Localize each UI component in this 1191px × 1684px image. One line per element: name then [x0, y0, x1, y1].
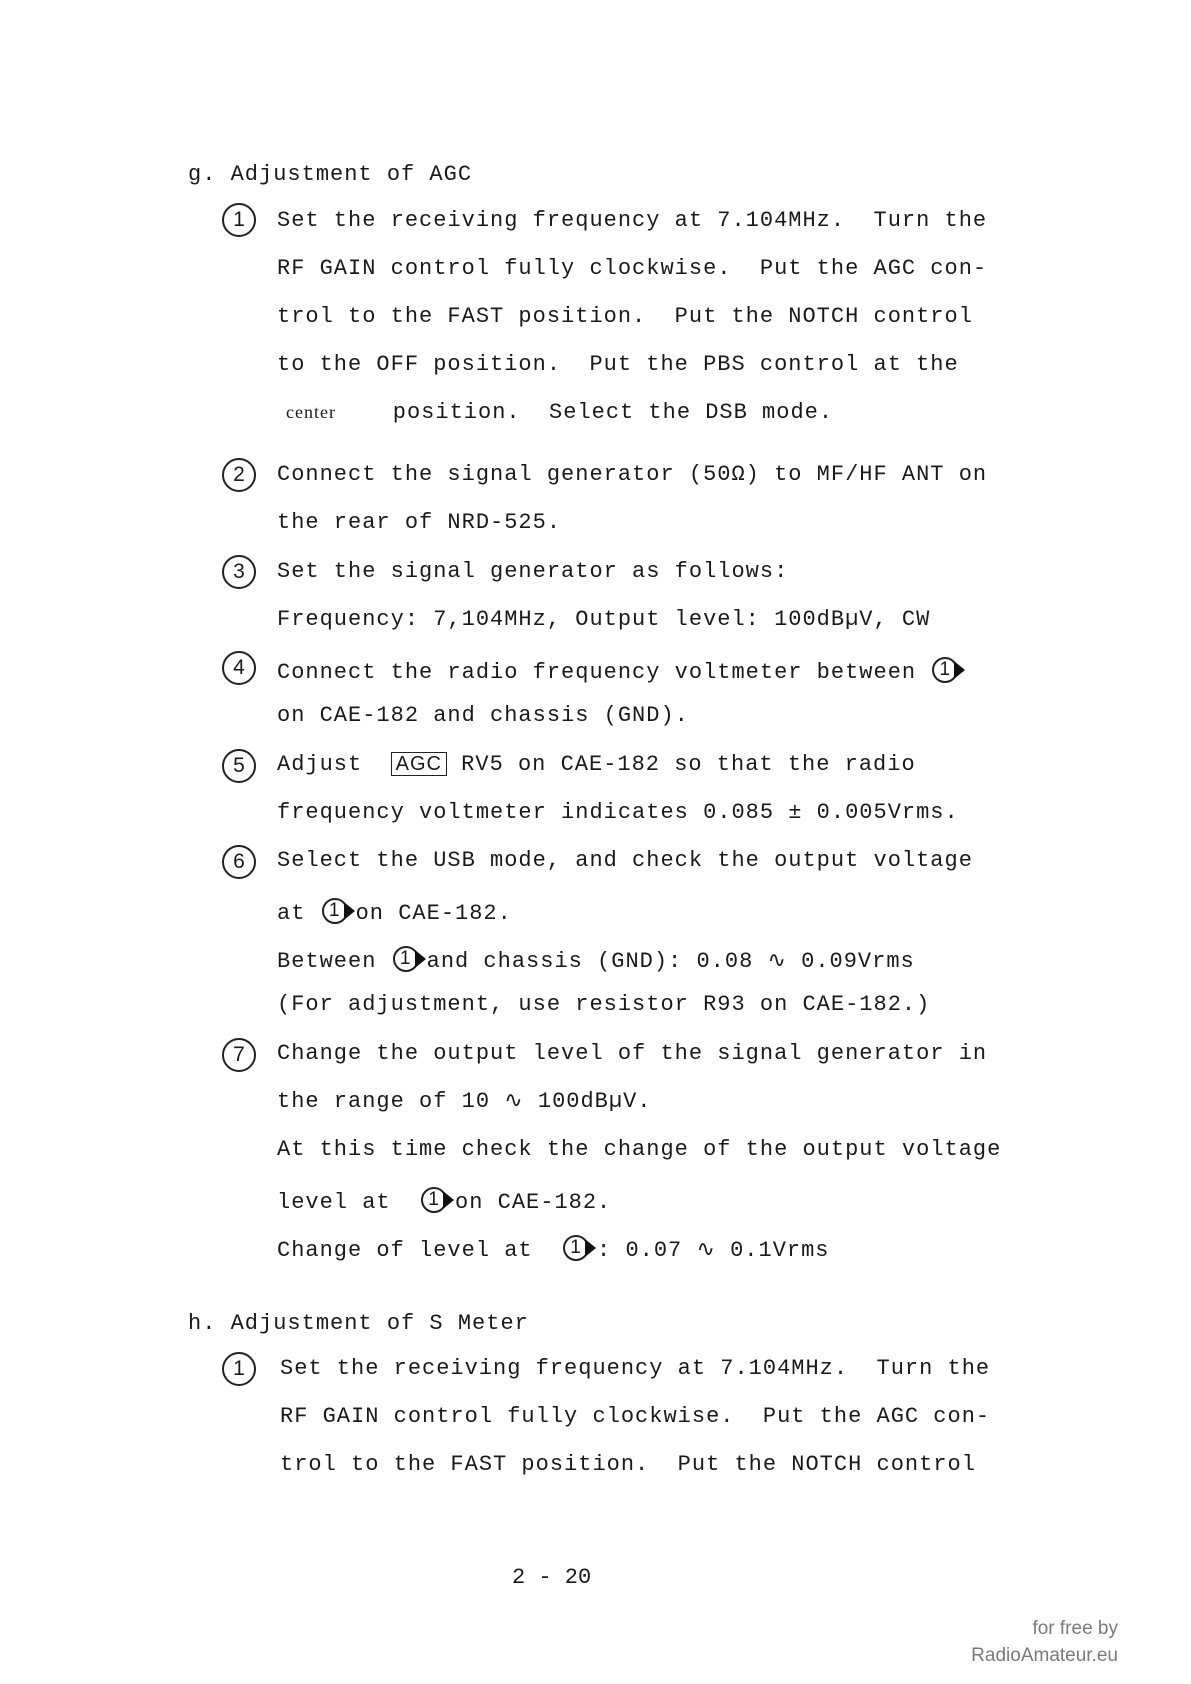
step-g7-line: [277, 1187, 611, 1214]
test-point-icon: [932, 657, 962, 683]
step-g1-line: [286, 402, 833, 424]
step-g6-line: (For adjustment, use resistor R93 on CAE-182.): [277, 992, 931, 1017]
test-point-number: 1: [322, 898, 348, 924]
step-g5-pre: Adjust: [277, 752, 363, 777]
center-word: center: [286, 402, 336, 422]
section-g-heading: g. Adjustment of AGC: [188, 162, 473, 187]
step-number-g1: 1: [222, 203, 256, 237]
step-g4-line: [277, 657, 966, 684]
step-g5-line: [277, 754, 916, 776]
step-g6-line3-pre: Between: [277, 949, 377, 974]
footer-line-2: RadioAmateur.eu: [971, 1645, 1118, 1666]
test-point-icon: [322, 898, 352, 924]
step-g6-line2-post: on CAE-182.: [355, 901, 512, 926]
step-g3-line: Frequency: 7,104MHz, Output level: 100dBµV, CW: [277, 607, 931, 632]
step-g2-line: Connect the signal generator (50Ω) to MF/HF ANT on: [277, 462, 988, 487]
step-g6-line: [277, 898, 512, 925]
step-g7-line4-pre: level at: [277, 1190, 391, 1215]
section-h-heading: h. Adjustment of S Meter: [188, 1311, 529, 1336]
test-point-icon: [563, 1235, 593, 1261]
step-number-g5: 5: [222, 749, 256, 783]
test-point-number: 1: [393, 946, 419, 972]
footer-line-1: for free by: [1032, 1618, 1118, 1639]
test-point-number: 1: [421, 1187, 447, 1213]
agc-label-box: AGC: [391, 752, 447, 776]
step-g2-line: the rear of NRD-525.: [277, 510, 562, 535]
step-g7-line: Change the output level of the signal generator in: [277, 1041, 988, 1066]
step-number-g2: 2: [222, 458, 256, 492]
step-g6-line3-post: and chassis (GND): 0.08 ∿ 0.09Vrms: [426, 949, 915, 974]
step-g6-line2-pre: at: [277, 901, 306, 926]
step-g7-line5-post: : 0.07 ∿ 0.1Vrms: [597, 1238, 830, 1263]
test-point-icon: [393, 946, 423, 972]
step-g4-line1-text: Connect the radio frequency voltmeter between: [277, 660, 917, 685]
step-number-h1: 1: [222, 1352, 256, 1386]
step-g5-post: RV5 on CAE-182 so that the radio: [461, 752, 916, 777]
step-number-g3: 3: [222, 555, 256, 589]
step-h1-line: Set the receiving frequency at 7.104MHz. Turn the: [280, 1356, 991, 1381]
step-h1-line: trol to the FAST position. Put the NOTCH control: [280, 1452, 976, 1477]
step-g6-line: Select the USB mode, and check the output voltage: [277, 848, 973, 873]
step-g3-line: Set the signal generator as follows:: [277, 559, 789, 584]
test-point-number: 1: [563, 1235, 589, 1261]
step-g7-line4-post: on CAE-182.: [455, 1190, 612, 1215]
step-h1-line: RF GAIN control fully clockwise. Put the AGC con-: [280, 1404, 991, 1429]
step-number-g4: 4: [222, 651, 256, 685]
page-number: 2 - 20: [512, 1565, 592, 1590]
step-g7-line5-pre: Change of level at: [277, 1238, 533, 1263]
step-g4-line: on CAE-182 and chassis (GND).: [277, 703, 689, 728]
step-number-g6: 6: [222, 845, 256, 879]
step-g1-line: to the OFF position. Put the PBS control at the: [277, 352, 959, 377]
step-g1-line: RF GAIN control fully clockwise. Put the AGC con-: [277, 256, 988, 281]
step-g7-line: At this time check the change of the output voltage: [277, 1137, 1002, 1162]
step-g7-line: the range of 10 ∿ 100dBµV.: [277, 1089, 652, 1114]
test-point-icon: [421, 1187, 451, 1213]
step-g1-line5-rest: position. Select the DSB mode.: [392, 400, 834, 425]
test-point-number: 1: [932, 657, 958, 683]
step-number-g7: 7: [222, 1038, 256, 1072]
step-g1-line: Set the receiving frequency at 7.104MHz. Turn the: [277, 208, 988, 233]
step-g7-line: [277, 1235, 830, 1262]
footer-watermark: [971, 1615, 1118, 1669]
step-g6-line: [277, 946, 915, 973]
step-g1-line: trol to the FAST position. Put the NOTCH control: [277, 304, 973, 329]
step-g5-line: frequency voltmeter indicates 0.085 ± 0.005Vrms.: [277, 800, 959, 825]
